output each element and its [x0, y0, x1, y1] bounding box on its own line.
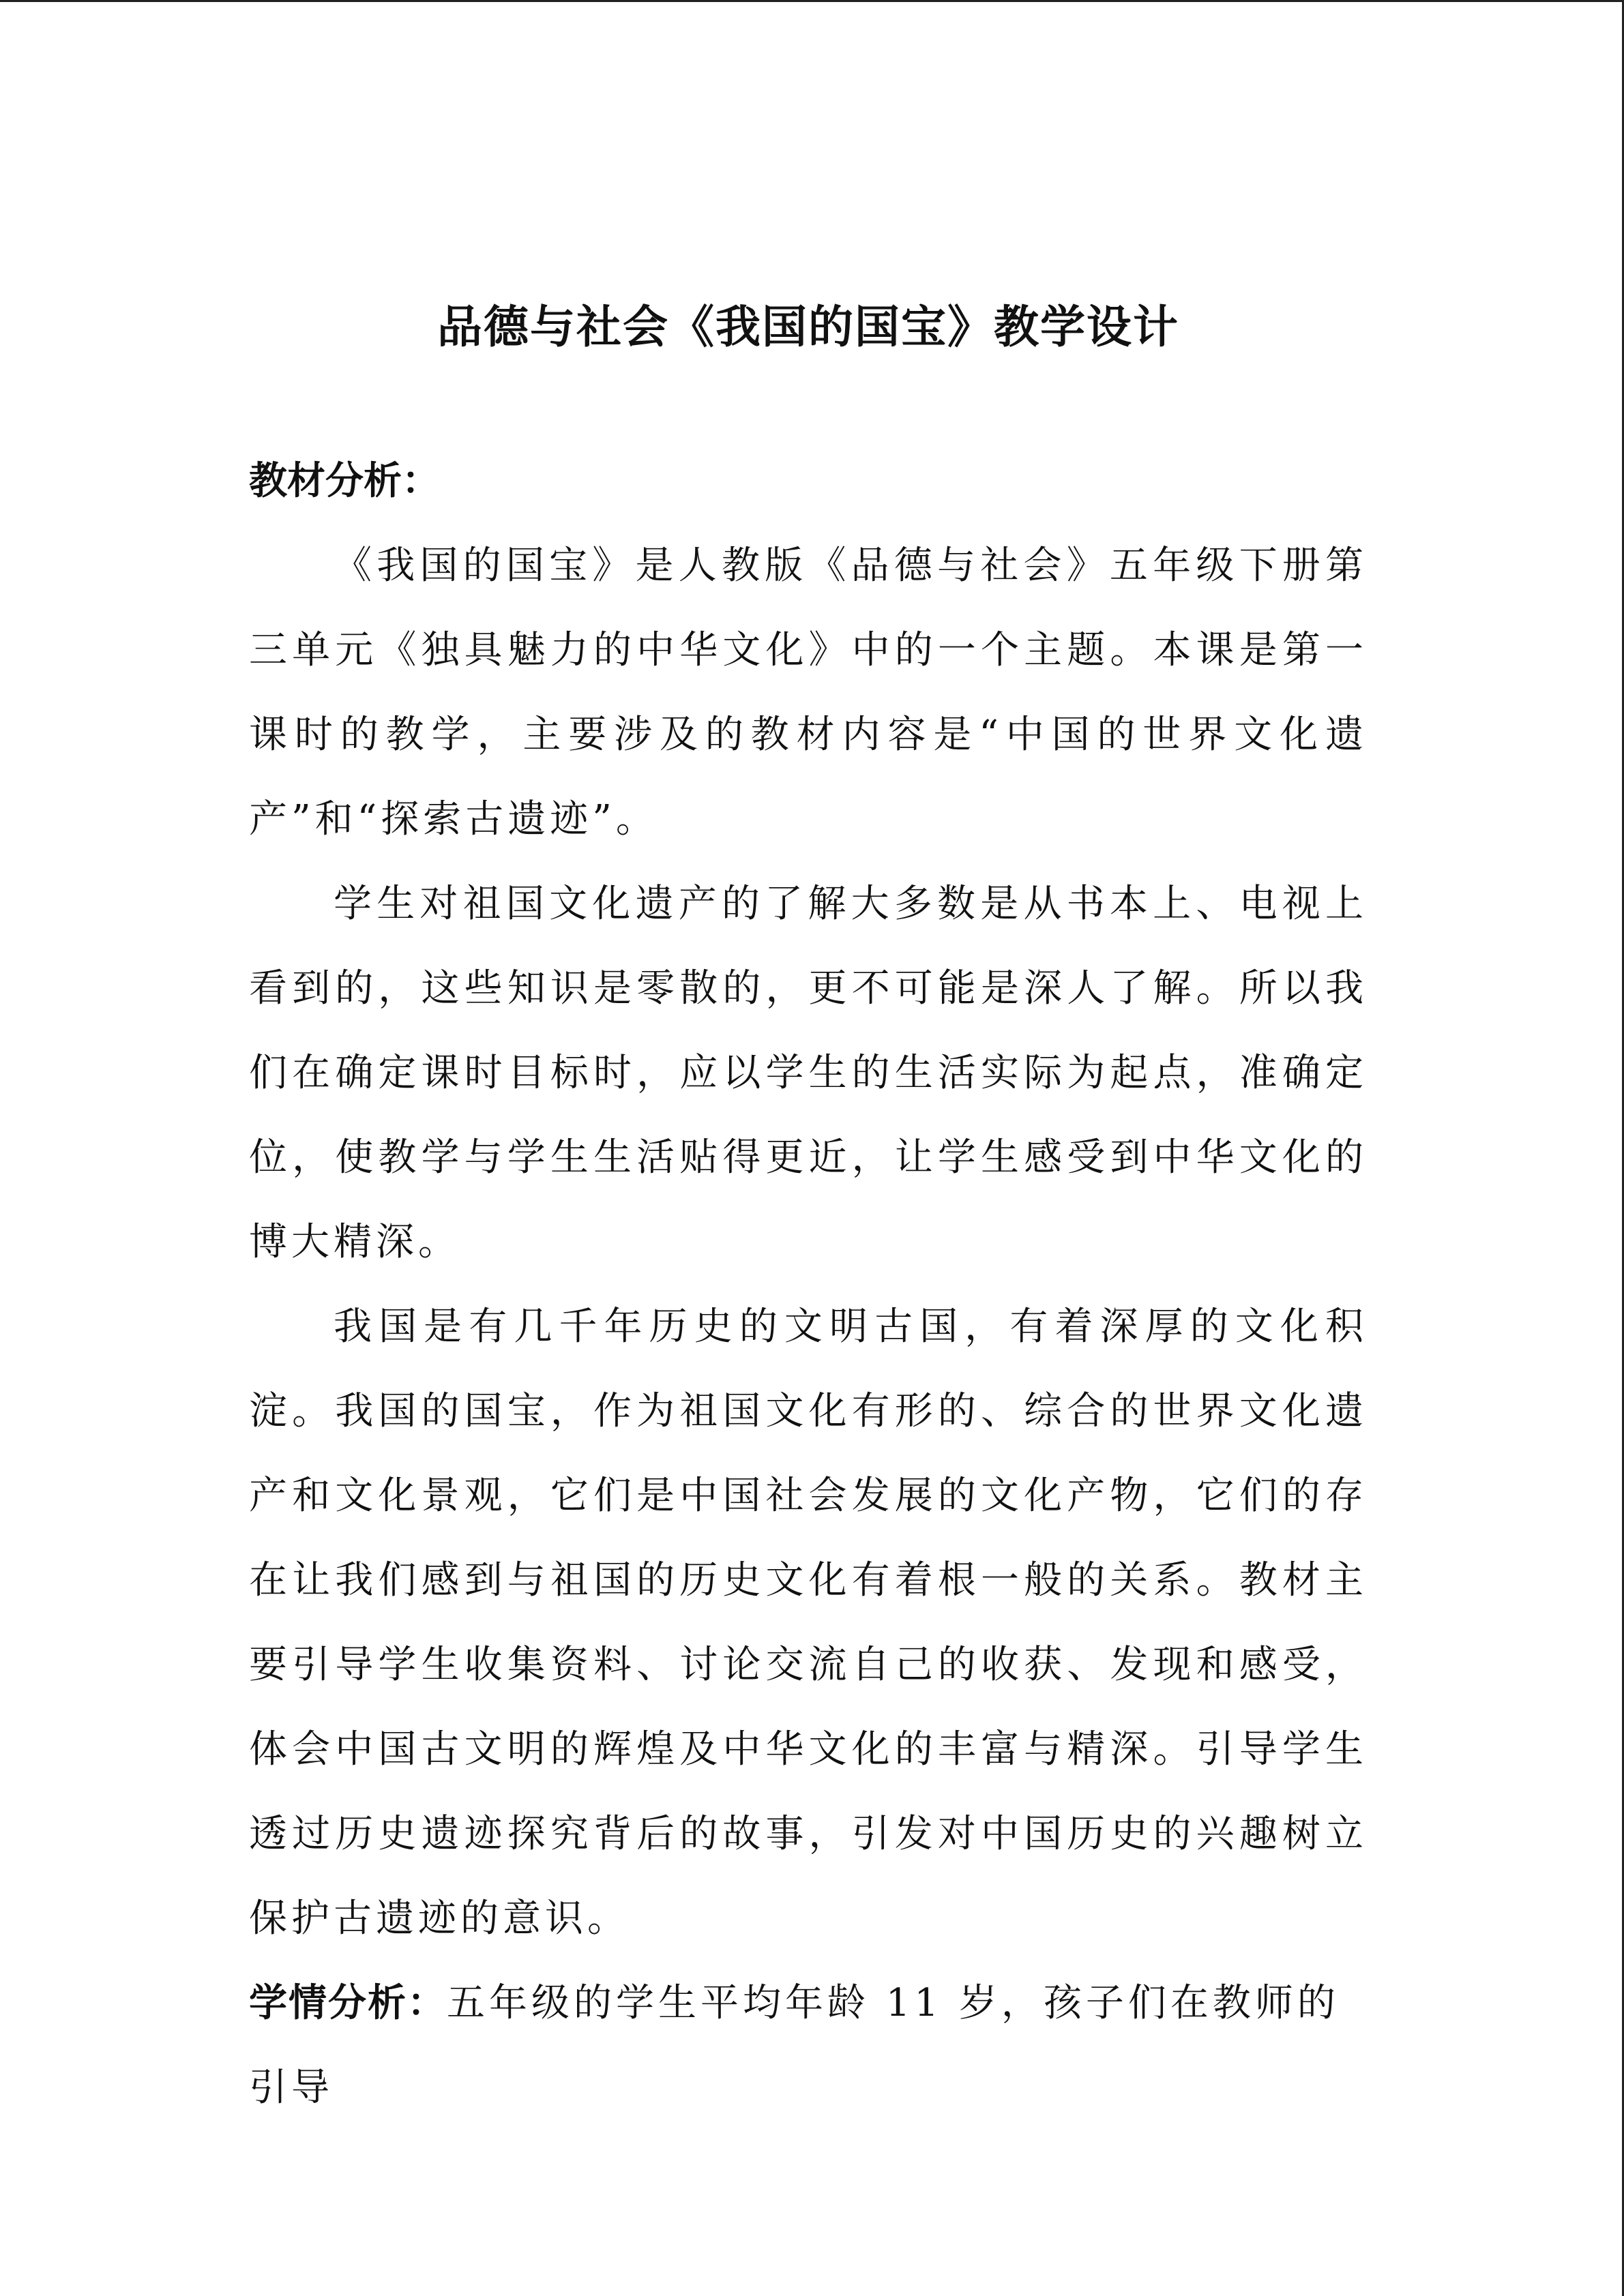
page-top-border [0, 0, 1624, 2]
student-analysis-text: 五年级的学生平均年龄 11 岁，孩子们在教师的引导 [249, 1981, 1340, 2110]
paragraph-3: 我国是有几千年历史的文明古国，有着深厚的文化积淀。我国的国宝，作为祖国文化有形的、综合的世界文化遗产和文化景观，它们是中国社会发展的文化产物，它们的存在让我们感到与祖国的历史文化有着根一般的关系。教材主要引导学生收集资料、讨论交流自己的收获、发现和感受，体会中国古文明的辉煌及中华文化的丰富与精深。引导学生透过历史遗迹探究背后的故事，引发对中国历史的兴趣树立保护古遗迹的意识。 [249, 1304, 1368, 1941]
student-analysis-line [249, 1961, 1368, 2130]
document-title: 品德与社会《我国的国宝》教学设计 [437, 301, 1179, 353]
section-heading-textbook-analysis: 教材分析： [249, 459, 440, 503]
document-page [249, 286, 1368, 2130]
section-heading-student-analysis: 学情分析： [249, 1981, 447, 2025]
paragraph-2: 学生对祖国文化遗产的了解大多数是从书本上、电视上看到的，这些知识是零散的，更不可能是深人了解。所以我们在确定课时目标时，应以学生的生活实际为起点，准确定位，使教学与学生生活贴得更近，让学生感受到中华文化的博大精深。 [249, 882, 1368, 1264]
paragraph-1: 《我国的国宝》是人教版《品德与社会》五年级下册第三单元《独具魅力的中华文化》中的一个主题。本课是第一课时的教学，主要涉及的教材内容是“中国的世界文化遗产”和“探索古遗迹”。 [249, 543, 1368, 841]
